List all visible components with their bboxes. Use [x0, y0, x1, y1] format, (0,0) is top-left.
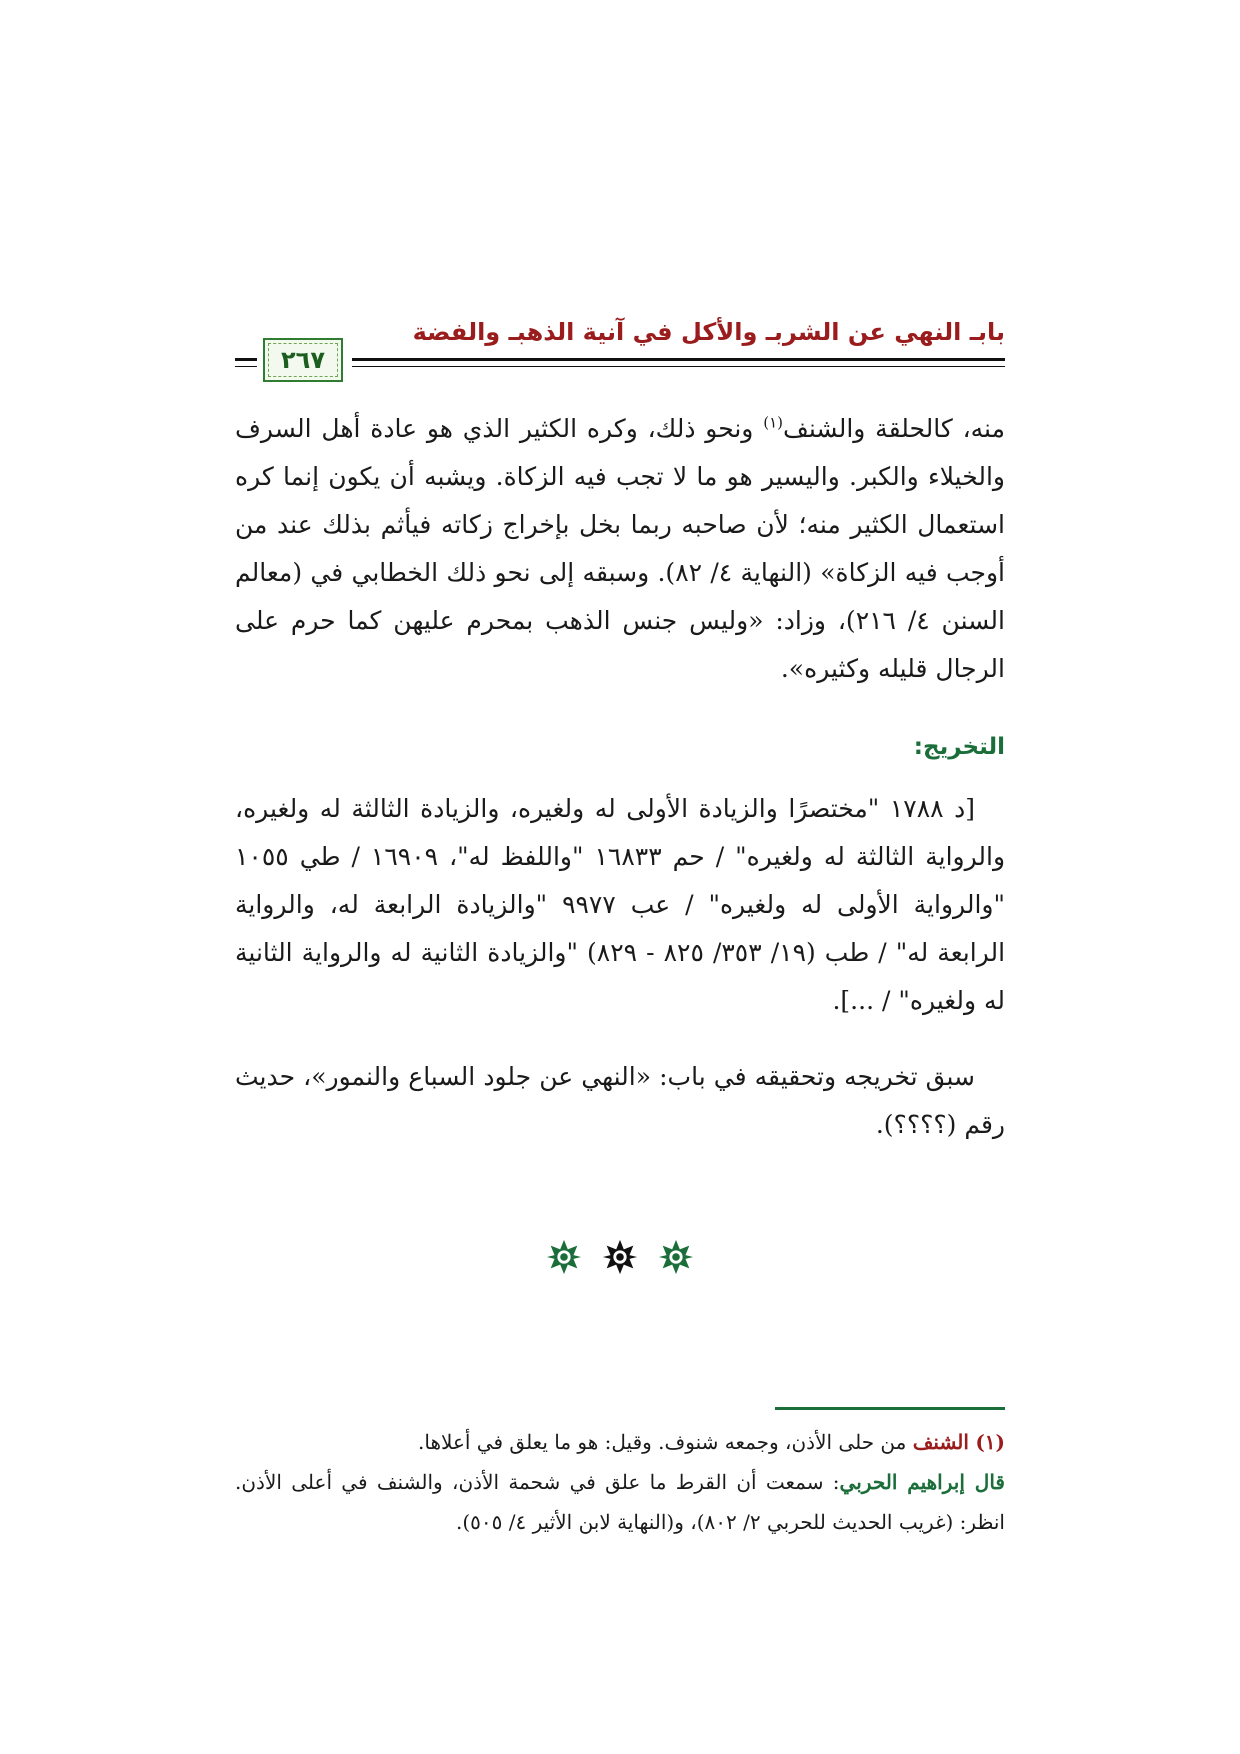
- footnote-1-continued: [235, 1462, 1005, 1542]
- footnotes: [235, 1422, 1005, 1542]
- header-rule-short: [235, 358, 257, 367]
- paragraph-takhrij: [د ١٧٨٨ "مختصرًا والزيادة الأولى له ولغيره، والزيادة الثالثة له ولغيره، والرواية الثالثة له ولغيره" / حم ١٦٨٣٣ "واللفظ له"، ١٦٩٠٩ / طي ١٠٥٥ "والرواية الأولى له ولغيره" / عب ٩٩٧٧ "والزيادة الرابعة له، والرواية الرابعة له" / طب (١٩/ ٣٥٣/ ٨٢٥ - ٨٢٩) "والزيادة الثانية له والرواية الثانية له ولغيره" / ...].: [235, 794, 1006, 1015]
- page-number: ٢٦٧: [281, 346, 325, 374]
- footnote-reference[interactable]: (١): [763, 413, 783, 432]
- footnote-divider: [775, 1407, 1005, 1410]
- footnote-number: (١): [975, 1430, 1005, 1454]
- footnote-text: من حلى الأذن، وجمعه شنوف. وقيل: هو ما يعلق في أعلاها.: [418, 1430, 913, 1454]
- paragraph-text-rest: ونحو ذلك، وكره الكثير الذي هو عادة أهل السرف والخيلاء والكبر. واليسير هو ما لا تجب فيه الزكاة. ويشبه أن يكون إنما كره استعمال الكثير منه؛ لأن صاحبه ربما بخل بإخراج زكاته فيأثم بذلك عند من أوجب فيه الزكاة» (النهاية ٤/ ٨٢). وسبقه إلى نحو ذلك الخطابي في (معالم السنن ٤/ ٢١٦)، وزاد: «وليس جنس الذهب بمحرم عليهن كما حرم على الرجال قليله وكثيره».: [235, 414, 1005, 683]
- ornament-icon: [601, 1238, 639, 1276]
- header-rule: [352, 358, 1005, 367]
- chapter-title: بابـ النهي عن الشربـ والأكل في آنية الذهبـ والفضة: [412, 318, 1005, 346]
- footnote-quote-author: قال إبراهيم الحربي: [839, 1470, 1005, 1494]
- page-number-badge: [263, 338, 343, 382]
- ornament-icon: [657, 1238, 695, 1276]
- footnote-quote-text: : سمعت أن القرط ما علق في شحمة الأذن، والشنف في أعلى الأذن. انظر: (غريب الحديث للحربي ٢/ ٨٠٢)، و(النهاية لابن الأثير ٤/ ٥٠٥).: [235, 1470, 1005, 1534]
- paragraph-explanation: [235, 405, 1005, 693]
- ornament-icon: [545, 1238, 583, 1276]
- footnote-term: الشنف: [912, 1430, 969, 1454]
- paragraph-reference: سبق تخريجه وتحقيقه في باب: «النهي عن جلود السباع والنمور»، حديث رقم (؟؟؟؟).: [235, 1062, 1005, 1139]
- section-heading-takhrij: التخريج:: [913, 734, 1005, 760]
- footnote-1: [235, 1422, 1005, 1462]
- paragraph-text-start: منه، كالحلقة والشنف: [782, 414, 1005, 443]
- page-header: [235, 318, 1005, 388]
- section-separator: [0, 1238, 1240, 1276]
